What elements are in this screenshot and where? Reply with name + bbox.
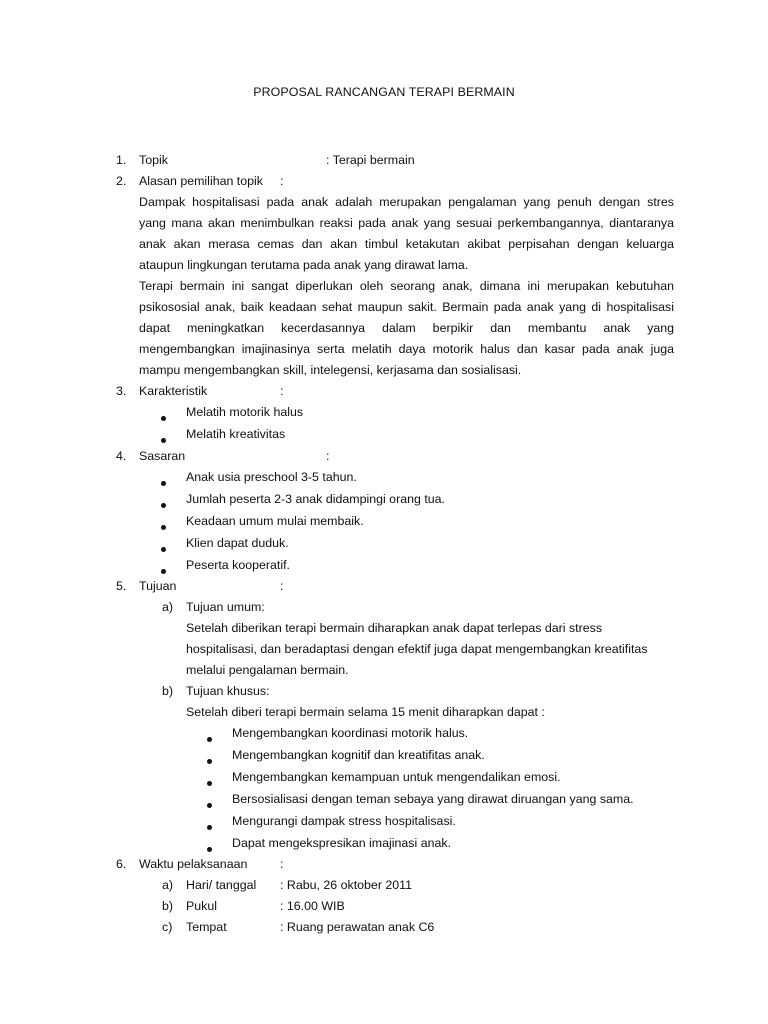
section-1-label: Topik (139, 153, 168, 167)
paragraph-line: melalui pengalaman bermain. (186, 663, 349, 677)
bullet-icon (207, 819, 212, 833)
section-6-label: Waktu pelaksanaan (139, 857, 248, 871)
paragraph-line: Setelah diberikan terapi bermain diharapkan anak dapat terlepas dari stress (186, 621, 603, 635)
section-6-colon: : (280, 857, 284, 871)
paragraph-line: ataupun lingkungan terutama pada anak yang dirawat lama. (139, 258, 469, 272)
subsection-a-label: Tujuan umum: (186, 600, 265, 614)
bullet-icon (207, 753, 212, 767)
section-2-colon: : (280, 174, 284, 188)
bullet-icon (161, 410, 166, 424)
schedule-marker: a) (162, 878, 174, 892)
section-5-label: Tujuan (139, 579, 177, 593)
list-item: Mengembangkan kemampuan untuk mengendalikan emosi. (232, 770, 561, 784)
bullet-icon (161, 541, 166, 555)
list-item: Melatih motorik halus (186, 405, 304, 419)
list-item: Melatih kreativitas (186, 427, 286, 441)
bullet-icon (161, 497, 166, 511)
section-4-label: Sasaran (139, 449, 186, 463)
section-6-number: 6. (116, 857, 127, 871)
schedule-label: Tempat (186, 920, 227, 934)
schedule-marker: c) (162, 920, 173, 934)
list-item: Mengurangi dampak stress hospitalisasi. (232, 814, 456, 828)
paragraph-line: Dampak hospitalisasi pada anak adalah merupakan pengalaman yang penuh dengan stres (139, 195, 674, 209)
schedule-marker: b) (162, 899, 174, 913)
list-item: Mengembangkan koordinasi motorik halus. (232, 726, 469, 740)
list-item: Mengembangkan kognitif dan kreatifitas anak. (232, 748, 485, 762)
section-4-number: 4. (116, 449, 127, 463)
bullet-icon (161, 563, 166, 577)
bullet-icon (207, 797, 212, 811)
document-title: PROPOSAL RANCANGAN TERAPI BERMAIN (253, 85, 515, 99)
paragraph-line: hospitalisasi, dan beradaptasi dengan efektif juga dapat mengembangkan kreatifitas (186, 642, 648, 656)
list-item: Klien dapat duduk. (186, 536, 289, 550)
subsection-b-marker: b) (162, 684, 174, 698)
schedule-value: : Rabu, 26 oktober 2011 (280, 878, 413, 892)
section-3-label: Karakteristik (139, 384, 208, 398)
list-item: Keadaan umum mulai membaik. (186, 514, 364, 528)
schedule-value: : 16.00 WIB (280, 899, 345, 913)
bullet-icon (207, 775, 212, 789)
paragraph-line: mengembangkan imajinasinya serta melatih daya motorik halus dan kasar pada anak juga (139, 342, 674, 356)
paragraph-line: mampu mengembangkan skill, intelegensi, kerjasama dan sosialisasi. (139, 363, 522, 377)
bullet-icon (161, 432, 166, 446)
bullet-icon (207, 731, 212, 745)
section-1-value: : Terapi bermain (326, 153, 415, 167)
schedule-value: : Ruang perawatan anak C6 (280, 920, 435, 934)
paragraph-line: yang mana akan menimbulkan reaksi pada anak yang sesuai perkembangannya, diantaranya (139, 216, 674, 230)
bullet-icon (161, 475, 166, 489)
section-5-colon: : (280, 579, 284, 593)
section-3-number: 3. (116, 384, 127, 398)
subsection-b-intro: Setelah diberi terapi bermain selama 15 menit diharapkan dapat : (186, 705, 545, 719)
schedule-label: Hari/ tanggal (186, 878, 257, 892)
subsection-a-marker: a) (162, 600, 174, 614)
section-3-colon: : (280, 384, 284, 398)
paragraph-line: psikososial anak, baik keadaan sehat maupun sakit. Bermain pada anak yang di hospitalisasi (139, 300, 674, 314)
bullet-icon (161, 519, 166, 533)
paragraph-line: Terapi bermain ini sangat diperlukan oleh seorang anak, dimana ini merupakan kebutuhan (139, 279, 674, 293)
section-2-label: Alasan pemilihan topik (139, 174, 263, 188)
paragraph-line: dapat meningkatkan kecerdasannya dalam berpikir dan membantu anak yang (139, 321, 674, 335)
schedule-label: Pukul (186, 899, 217, 913)
list-item: Bersosialisasi dengan teman sebaya yang dirawat diruangan yang sama. (232, 792, 634, 806)
paragraph-line: anak akan merasa cemas dan akan timbul ketakutan akibat perpisahan dengan keluarga (139, 237, 674, 251)
section-5-number: 5. (116, 579, 127, 593)
subsection-b-label: Tujuan khusus: (186, 684, 270, 698)
list-item: Anak usia preschool 3-5 tahun. (186, 470, 357, 484)
section-4-colon: : (326, 449, 330, 463)
section-2-number: 2. (116, 174, 127, 188)
bullet-icon (207, 841, 212, 855)
list-item: Dapat mengekspresikan imajinasi anak. (232, 836, 452, 850)
list-item: Peserta kooperatif. (186, 558, 291, 572)
section-1-number: 1. (116, 153, 127, 167)
list-item: Jumlah peserta 2-3 anak didampingi orang tua. (186, 492, 445, 506)
